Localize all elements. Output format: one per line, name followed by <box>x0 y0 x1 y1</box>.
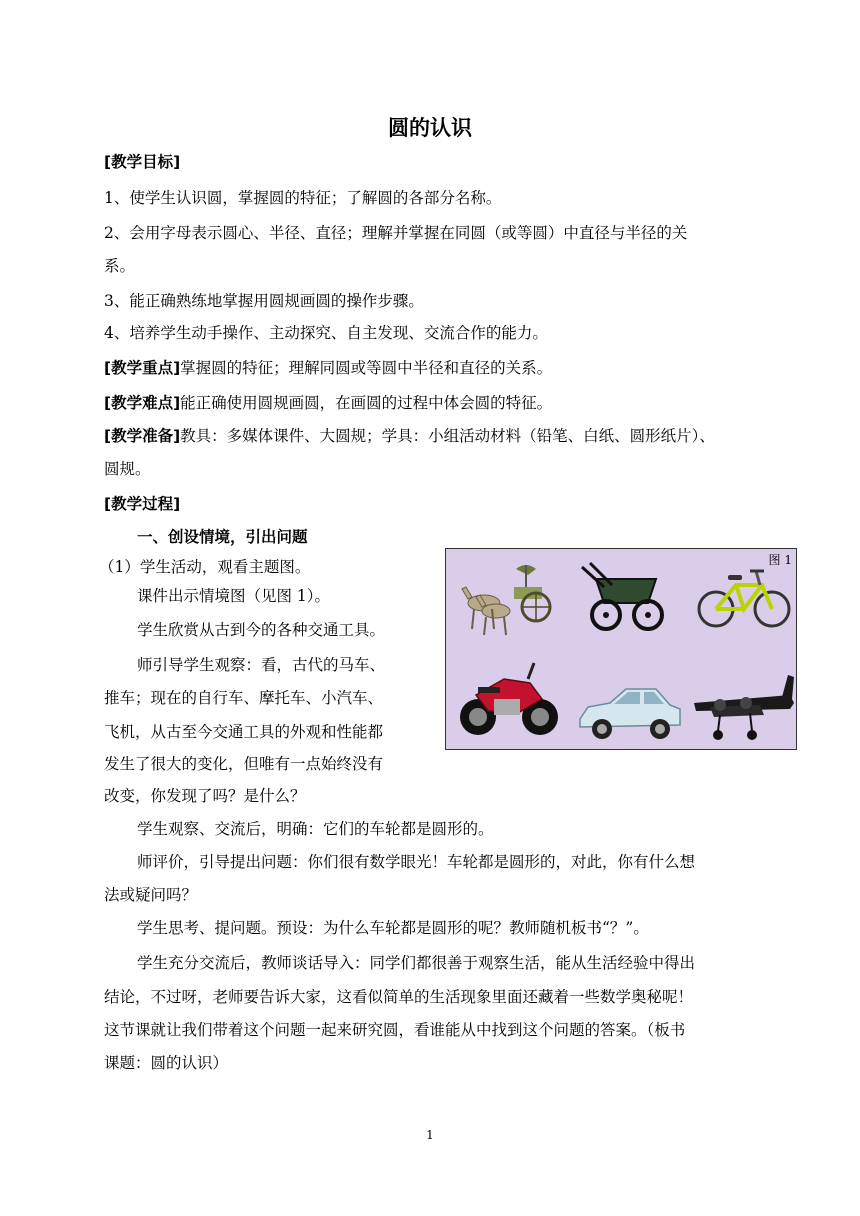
goal-line: 4、培养学生动手操作、主动探究、自主发现、交流合作的能力。 <box>104 324 548 342</box>
key-point-label: [教学重点] <box>104 359 181 377</box>
body-text-line: 学生充分交流后，教师谈话导入：同学们都很善于观察生活，能从生活经验中得出 <box>137 954 696 972</box>
airplane-icon <box>690 669 796 749</box>
left-text-line: 课件出示情境图（见图 1）。 <box>137 587 331 605</box>
preparation-line <box>104 424 715 448</box>
goal-line: 2、会用字母表示圆心、半径、直径；理解并掌握在同圆（或等圆）中直径与半径的关 <box>104 224 688 242</box>
difficulty-line <box>104 391 552 415</box>
bicycle-icon <box>696 561 792 633</box>
motorcycle-icon <box>458 657 558 743</box>
section-heading: 一、创设情境，引出问题 <box>137 528 308 546</box>
preparation-label: [教学准备] <box>104 427 181 445</box>
page-title: 圆的认识 <box>388 116 472 140</box>
body-text-line: 学生观察、交流后，明确：它们的车轮都是圆形的。 <box>137 820 494 838</box>
left-text-line: 飞机，从古至今交通工具的外观和性能都 <box>104 723 384 741</box>
horse-carriage-icon <box>456 559 566 639</box>
body-text-line: 这节课就让我们带着这个问题一起来研究圆，看谁能从中找到这个问题的答案。（板书 <box>104 1021 686 1039</box>
vehicles-figure <box>445 548 797 750</box>
body-text-line: 课题：圆的认识） <box>104 1054 229 1072</box>
left-text-line: 发生了很大的变化，但唯有一点始终没有 <box>104 755 384 773</box>
left-text-line: 学生欣赏从古到今的各种交通工具。 <box>137 621 386 639</box>
goals-heading: [教学目标] <box>104 153 181 171</box>
goal-line: 1、使学生认识圆，掌握圆的特征；了解圆的各部分名称。 <box>104 189 502 207</box>
goal-line: 系。 <box>104 257 136 275</box>
goal-line: 3、能正确熟练地掌握用圆规画圆的操作步骤。 <box>104 292 424 310</box>
preparation-line-2: 圆规。 <box>104 460 151 478</box>
preparation-text: 教具：多媒体课件、大圆规；学具：小组活动材料（铅笔、白纸、圆形纸片）、 <box>180 427 715 445</box>
process-heading: [教学过程] <box>104 495 181 513</box>
body-text-line: 师评价，引导提出问题：你们很有数学眼光！车轮都是圆形的，对此，你有什么想 <box>137 853 696 871</box>
difficulty-label: [教学难点] <box>104 394 181 412</box>
car-icon <box>574 679 684 745</box>
figure-label: 图 1 <box>768 553 792 567</box>
difficulty-text: 能正确使用圆规画圆，在画圆的过程中体会圆的特征。 <box>180 394 553 412</box>
page-number: 1 <box>426 1128 434 1142</box>
key-point-text: 掌握圆的特征；理解同圆或等圆中半径和直径的关系。 <box>180 359 553 377</box>
left-text-line: 师引导学生观察：看，古代的马车、 <box>137 656 386 674</box>
left-text-line: 推车；现在的自行车、摩托车、小汽车、 <box>104 689 384 707</box>
cart-icon <box>576 557 676 637</box>
left-text-line: （1）学生活动，观看主题图。 <box>99 558 311 576</box>
left-text-line: 改变，你发现了吗？是什么？ <box>104 787 306 805</box>
body-text-line: 学生思考、提问题。预设：为什么车轮都是圆形的呢？教师随机板书“？”。 <box>137 919 649 937</box>
key-point-line <box>104 356 552 380</box>
body-text-line: 结论，不过呀，老师要告诉大家，这看似简单的生活现象里面还藏着一些数学奥秘呢！ <box>104 988 694 1006</box>
body-text-line: 法或疑问吗？ <box>104 886 198 904</box>
